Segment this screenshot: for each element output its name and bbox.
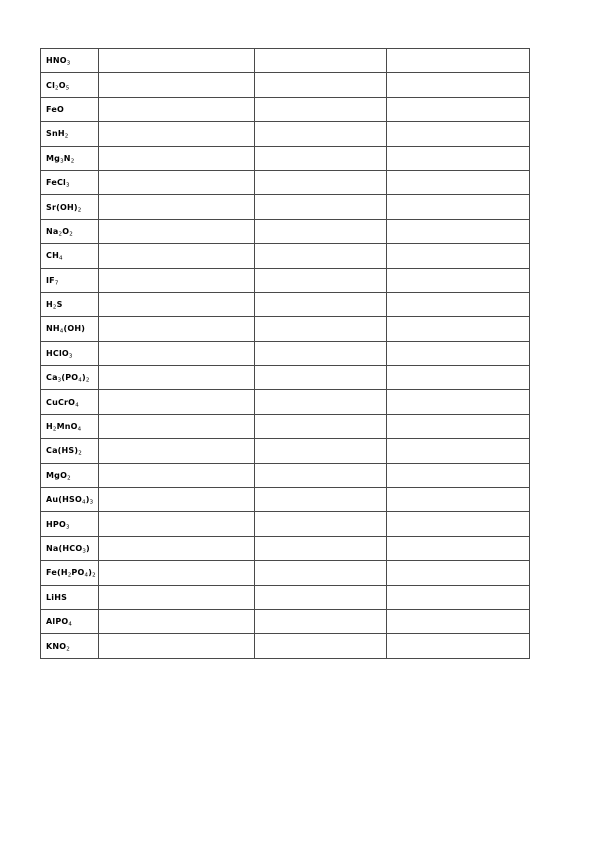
formula-worksheet-table (40, 48, 530, 659)
formula-cell (41, 390, 99, 414)
answer-cell-2[interactable] (255, 73, 387, 97)
formula-subscript: 3 (82, 548, 87, 555)
answer-cell-3[interactable] (387, 366, 530, 390)
answer-cell-1[interactable] (99, 561, 255, 585)
formula-cell (41, 170, 99, 194)
formula-cell (41, 609, 99, 633)
answer-cell-3[interactable] (387, 219, 530, 243)
answer-cell-2[interactable] (255, 512, 387, 536)
answer-cell-1[interactable] (99, 585, 255, 609)
formula-text: HClO (46, 348, 69, 358)
answer-cell-2[interactable] (255, 463, 387, 487)
formula-subscript: 2 (64, 133, 69, 140)
table-row (41, 49, 530, 73)
table-row (41, 97, 530, 121)
answer-cell-1[interactable] (99, 122, 255, 146)
formula-subscript: 3 (65, 524, 70, 531)
formula-text: ) (88, 568, 93, 578)
formula-text: Cl (46, 80, 56, 90)
formula-subscript: 2 (77, 207, 82, 214)
table-row (41, 317, 530, 341)
answer-cell-3[interactable] (387, 122, 530, 146)
formula-subscript: 3 (65, 182, 70, 189)
formula-subscript: 5 (65, 85, 70, 92)
table-row (41, 170, 530, 194)
answer-cell-3[interactable] (387, 292, 530, 316)
formula-subscript: 3 (60, 158, 64, 165)
answer-cell-3[interactable] (387, 170, 530, 194)
formula-subscript: 4 (59, 328, 64, 335)
table-row (41, 292, 530, 316)
formula-text: HPO (46, 519, 66, 529)
answer-cell-3[interactable] (387, 463, 530, 487)
formula-subscript: 3 (68, 353, 73, 360)
formula-text: N (63, 153, 71, 163)
answer-cell-3[interactable] (387, 317, 530, 341)
answer-cell-1[interactable] (99, 609, 255, 633)
table-row (41, 366, 530, 390)
answer-cell-2[interactable] (255, 195, 387, 219)
answer-cell-1[interactable] (99, 512, 255, 536)
formula-subscript: 3 (89, 499, 94, 506)
formula-text: Sr(OH) (46, 202, 78, 212)
answer-cell-3[interactable] (387, 585, 530, 609)
answer-cell-1[interactable] (99, 219, 255, 243)
formula-text: LiHS (46, 592, 68, 602)
formula-text: KNO (46, 641, 67, 651)
table-row (41, 463, 530, 487)
formula-text: MnO (56, 422, 78, 432)
formula-text: IF (46, 275, 55, 285)
formula-subscript: 3 (57, 377, 62, 384)
answer-cell-3[interactable] (387, 244, 530, 268)
answer-cell-2[interactable] (255, 341, 387, 365)
answer-cell-2[interactable] (255, 585, 387, 609)
formula-text: Na(HCO (46, 544, 83, 553)
formula-text: ) (85, 495, 90, 505)
formula-cell (41, 341, 99, 365)
formula-subscript: 7 (54, 280, 59, 287)
formula-cell (41, 146, 99, 170)
answer-cell-1[interactable] (99, 390, 255, 414)
answer-cell-2[interactable] (255, 122, 387, 146)
answer-cell-1[interactable] (99, 146, 255, 170)
answer-cell-2[interactable] (255, 439, 387, 463)
answer-cell-1[interactable] (99, 292, 255, 316)
formula-subscript: 2 (52, 426, 57, 433)
answer-cell-1[interactable] (99, 97, 255, 121)
formula-text: Na (46, 226, 59, 236)
formula-cell (41, 268, 99, 292)
formula-text: MgO (46, 470, 68, 480)
formula-text: ) (86, 544, 90, 553)
answer-cell-3[interactable] (387, 268, 530, 292)
answer-cell-2[interactable] (255, 488, 387, 512)
formula-cell (41, 73, 99, 97)
formula-cell (41, 634, 99, 658)
formula-cell (41, 536, 99, 560)
formula-subscript: 4 (78, 377, 82, 384)
table-row (41, 73, 530, 97)
formula-text: H (46, 422, 53, 432)
formula-cell (41, 317, 99, 341)
formula-subscript: 3 (66, 60, 71, 67)
formula-subscript: 2 (78, 450, 82, 457)
formula-text: CH (46, 251, 59, 261)
formula-subscript: 2 (70, 158, 75, 165)
formula-subscript: 2 (58, 231, 63, 238)
answer-cell-2[interactable] (255, 292, 387, 316)
formula-text: O (58, 80, 66, 90)
formula-subscript: 2 (69, 231, 73, 238)
answer-cell-1[interactable] (99, 634, 255, 658)
answer-cell-2[interactable] (255, 317, 387, 341)
table-row (41, 536, 530, 560)
formula-cell (41, 244, 99, 268)
table-row (41, 414, 530, 438)
answer-cell-3[interactable] (387, 439, 530, 463)
table-row (41, 512, 530, 536)
formula-cell (41, 488, 99, 512)
answer-cell-2[interactable] (255, 219, 387, 243)
answer-cell-1[interactable] (99, 268, 255, 292)
formula-text: SnH (46, 129, 65, 139)
answer-cell-1[interactable] (99, 244, 255, 268)
formula-subscript: 2 (66, 646, 70, 653)
formula-subscript: 2 (67, 475, 71, 482)
table-row (41, 244, 530, 268)
formula-text: PO (71, 568, 85, 578)
formula-cell (41, 49, 99, 73)
formula-cell (41, 512, 99, 536)
answer-cell-3[interactable] (387, 609, 530, 633)
table-row (41, 195, 530, 219)
formula-subscript: 2 (52, 304, 57, 311)
formula-text: Mg (46, 153, 61, 163)
answer-cell-3[interactable] (387, 97, 530, 121)
formula-text: Ca(HS) (46, 446, 79, 456)
answer-cell-2[interactable] (255, 268, 387, 292)
formula-cell (41, 561, 99, 585)
formula-text: O (62, 226, 70, 236)
answer-cell-1[interactable] (99, 73, 255, 97)
formula-subscript: 2 (92, 572, 96, 579)
answer-cell-2[interactable] (255, 366, 387, 390)
formula-cell (41, 195, 99, 219)
answer-cell-1[interactable] (99, 536, 255, 560)
answer-cell-3[interactable] (387, 512, 530, 536)
formula-subscript: 4 (84, 572, 89, 579)
formula-cell (41, 292, 99, 316)
formula-subscript: 4 (58, 255, 63, 262)
answer-cell-2[interactable] (255, 390, 387, 414)
formula-cell (41, 439, 99, 463)
formula-subscript: 2 (67, 572, 72, 579)
answer-cell-3[interactable] (387, 195, 530, 219)
answer-cell-1[interactable] (99, 488, 255, 512)
formula-text: (PO (61, 373, 79, 383)
answer-cell-2[interactable] (255, 244, 387, 268)
answer-cell-1[interactable] (99, 414, 255, 438)
answer-cell-1[interactable] (99, 366, 255, 390)
answer-cell-1[interactable] (99, 439, 255, 463)
formula-cell (41, 122, 99, 146)
answer-cell-3[interactable] (387, 561, 530, 585)
answer-cell-2[interactable] (255, 49, 387, 73)
table-row (41, 122, 530, 146)
answer-cell-3[interactable] (387, 488, 530, 512)
formula-subscript: 4 (75, 402, 79, 409)
formula-subscript: 2 (55, 85, 59, 92)
answer-cell-3[interactable] (387, 536, 530, 560)
answer-cell-3[interactable] (387, 634, 530, 658)
formula-text: S (56, 300, 63, 310)
table-row (41, 585, 530, 609)
answer-cell-3[interactable] (387, 341, 530, 365)
answer-cell-3[interactable] (387, 49, 530, 73)
answer-cell-1[interactable] (99, 170, 255, 194)
answer-cell-3[interactable] (387, 146, 530, 170)
formula-text: FeCl (46, 178, 66, 188)
formula-cell (41, 414, 99, 438)
formula-text: Au(HSO (46, 495, 83, 505)
formula-cell (41, 219, 99, 243)
formula-subscript: 2 (85, 377, 90, 384)
answer-cell-1[interactable] (99, 49, 255, 73)
answer-cell-2[interactable] (255, 170, 387, 194)
formula-text: CuCrO (46, 397, 76, 407)
answer-cell-2[interactable] (255, 634, 387, 658)
answer-cell-3[interactable] (387, 73, 530, 97)
formula-subscript: 4 (68, 621, 73, 628)
formula-text: Fe(H (46, 568, 68, 578)
table-row (41, 268, 530, 292)
formula-text: NH (46, 324, 60, 334)
worksheet-body (41, 49, 530, 659)
table-row (41, 390, 530, 414)
answer-cell-2[interactable] (255, 609, 387, 633)
formula-subscript: 4 (82, 499, 86, 506)
answer-cell-3[interactable] (387, 390, 530, 414)
table-row (41, 341, 530, 365)
formula-cell (41, 463, 99, 487)
answer-cell-2[interactable] (255, 97, 387, 121)
answer-cell-2[interactable] (255, 561, 387, 585)
formula-text: FeO (46, 104, 64, 114)
table-row (41, 634, 530, 658)
formula-text: ) (82, 373, 86, 383)
formula-cell (41, 366, 99, 390)
answer-cell-2[interactable] (255, 536, 387, 560)
answer-cell-2[interactable] (255, 414, 387, 438)
answer-cell-1[interactable] (99, 341, 255, 365)
answer-cell-3[interactable] (387, 414, 530, 438)
answer-cell-1[interactable] (99, 317, 255, 341)
formula-text: HNO (46, 56, 67, 66)
table-row (41, 439, 530, 463)
formula-cell (41, 97, 99, 121)
table-row (41, 488, 530, 512)
formula-subscript: 4 (77, 426, 82, 433)
formula-cell (41, 585, 99, 609)
formula-text: (OH) (63, 324, 86, 334)
formula-text: H (46, 300, 53, 310)
answer-cell-1[interactable] (99, 195, 255, 219)
table-row (41, 146, 530, 170)
answer-cell-2[interactable] (255, 146, 387, 170)
table-row (41, 609, 530, 633)
table-row (41, 561, 530, 585)
formula-text: Ca (46, 373, 58, 383)
table-row (41, 219, 530, 243)
answer-cell-1[interactable] (99, 463, 255, 487)
formula-text: AlPO (46, 617, 69, 627)
